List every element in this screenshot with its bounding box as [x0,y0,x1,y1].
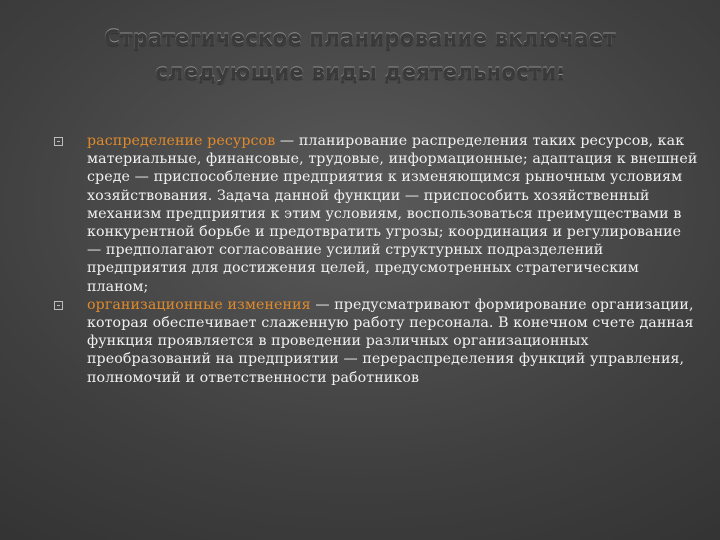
item-term: организационные изменения [87,296,311,313]
slide-title: Стратегическое планирование включает следующие виды деятельности: [104,26,616,85]
item-description: — планирование распределения таких ресурсов, как материальные, финансовые, трудовые, информационные; адаптация к внешней среде — приспособление предприятия к изменяющимся рыночным условиям хозяйствования. Задача данной функции — приспособить хозяйственный механизм предприятия к этим условиям, воспользоваться преимуществами в конкурентной борьбе и предотвратить угрозы; координация и регулирование — предполагают согласование усилий структурных подразделений предприятия для достижения целей, предусмотренных стратегическим планом; [87,133,698,295]
item-description: — предусматривают формирование организации, которая обеспечивает слаженную работу персонала. В конечном счете данная функция проявляется в проведении различных организационных преобразований на предприятии — перераспределения функций управления, полномочий и ответственности работников [87,296,694,386]
bullet-list [50,132,700,387]
list-item-text [87,296,700,387]
list-item [50,296,700,387]
list-item [50,132,700,296]
item-term: распределение ресурсов [87,133,276,149]
square-bullet-icon [54,301,63,310]
square-bullet-icon [54,137,63,146]
list-item-text [87,132,700,296]
